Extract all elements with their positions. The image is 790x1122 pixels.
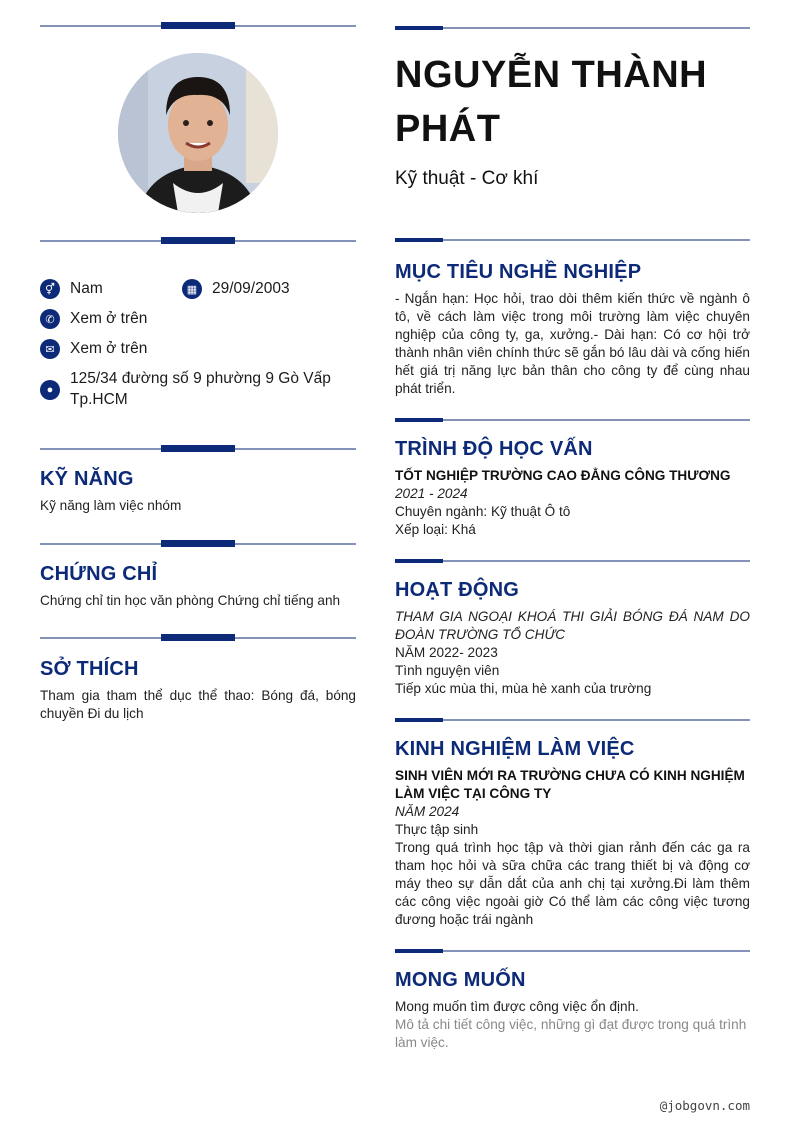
divider-below-avatar [40, 237, 356, 245]
candidate-name: NGUYỄN THÀNH PHÁT [395, 54, 708, 150]
divider-certificates [40, 540, 356, 548]
birthday-value: 29/09/2003 [212, 280, 290, 297]
hobbies-text: Tham gia tham thể dục thể thao: Bóng đá, bóng chuyền Đi du lịch [40, 688, 356, 721]
candidate-role: Kỹ thuật - Cơ khí [395, 168, 539, 189]
footer-brand: @jobgovn.com [659, 1098, 750, 1113]
divider-skills [40, 445, 356, 453]
experience-title: KINH NGHIỆM LÀM VIỆC [395, 738, 635, 760]
wishes-block [395, 998, 750, 1052]
location-pin-icon: ● [40, 380, 60, 400]
experience-desc: Trong quá trình học tập và thời gian rảnh đến các ga ra tham học hỏi và sữa chữa các trang thiết bị và động cơ máy theo sự dẫn dắt của anh chị tại xưởng.Đi làm thêm các công việc ngoài giờ Có thể làm các công việc tương đương hoặc trái ngành [395, 840, 750, 927]
hobbies-title: SỞ THÍCH [40, 658, 139, 680]
activity-period: NĂM 2022- 2023 [395, 645, 498, 660]
education-grade: Xếp loại: Khá [395, 522, 476, 537]
skills-title: KỸ NĂNG [40, 468, 134, 490]
objective-title: MỤC TIÊU NGHỀ NGHIỆP [395, 261, 642, 283]
education-major: Chuyên ngành: Kỹ thuật Ô tô [395, 504, 571, 519]
divider-objective [395, 236, 750, 244]
wishes-hint: Mô tả chi tiết công việc, những gì đạt được trong quá trình làm việc. [395, 1017, 747, 1050]
activity-role: Tình nguyện viên [395, 663, 500, 678]
email-value: Xem ở trên [70, 340, 148, 357]
divider-top-left [40, 22, 356, 30]
wishes-text: Mong muốn tìm được công việc ổn định. [395, 999, 639, 1014]
experience-position: Thực tập sinh [395, 822, 479, 837]
activities-title: HOẠT ĐỘNG [395, 579, 520, 601]
activities-block [395, 608, 750, 698]
phone-value: Xem ở trên [70, 310, 148, 327]
certificates-title: CHỨNG CHỈ [40, 563, 158, 585]
certificates-text: Chứng chỉ tin học văn phòng Chứng chỉ tiếng anh [40, 593, 341, 608]
activity-name: THAM GIA NGOẠI KHOÁ THI GIẢI BÓNG ĐÁ NAM DO ĐOÀN TRƯỜNG TỔ CHỨC [395, 609, 750, 642]
divider-top-right [395, 24, 750, 32]
gender-value: Nam [70, 280, 103, 297]
address-value: 125/34 đường số 9 phường 9 Gò Vấp Tp.HCM [70, 370, 331, 408]
phone-icon: ✆ [40, 309, 60, 329]
activity-desc: Tiếp xúc mùa thi, mùa hè xanh của trường [395, 681, 652, 696]
experience-block [395, 767, 750, 929]
email-icon: ✉ [40, 339, 60, 359]
divider-wishes [395, 947, 750, 955]
education-block [395, 467, 750, 539]
education-period: 2021 - 2024 [395, 486, 468, 501]
experience-period: NĂM 2024 [395, 804, 460, 819]
education-title: TRÌNH ĐỘ HỌC VẤN [395, 438, 593, 460]
divider-activities [395, 557, 750, 565]
skills-text: Kỹ năng làm việc nhóm [40, 498, 182, 513]
gender-icon: ⚥ [40, 279, 60, 299]
objective-text: - Ngắn hạn: Học hỏi, trao dòi thêm kiến thức về ngành ô tô, về cách làm việc trong môi trường làm việc chuyên nghiệp của công ty, ga, xưởng.- Dài hạn: Có cơ hội trở thành nhân viên chính thức sẽ gắn bó lâu dài và cống hiến hết giá trị năng lực bản thân cho công ty để cùng nhau phát triển. [395, 291, 750, 396]
wishes-title: MONG MUỐN [395, 969, 526, 991]
experience-company: SINH VIÊN MỚI RA TRƯỜNG CHƯA CÓ KINH NGHIỆM LÀM VIỆC TẠI CÔNG TY [395, 768, 745, 801]
divider-education [395, 416, 750, 424]
divider-experience [395, 716, 750, 724]
divider-hobbies [40, 634, 356, 642]
calendar-icon: ▦ [182, 279, 202, 299]
education-school: TỐT NGHIỆP TRƯỜNG CAO ĐẲNG CÔNG THƯƠNG [395, 468, 731, 483]
avatar [118, 53, 278, 213]
